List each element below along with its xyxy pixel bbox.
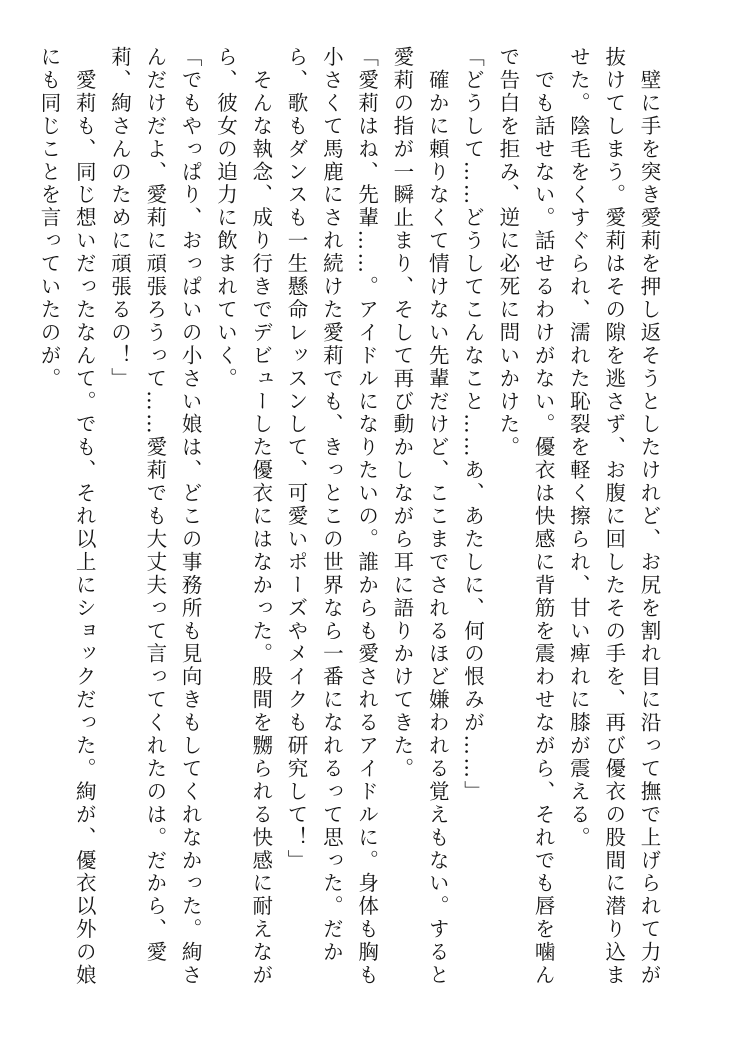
vertical-text-body [31, 46, 666, 1006]
paragraph-2: でも話せない。話せるわけがない。優衣は快感に背筋を震わせながら、それでも唇を噛んで告白を拒み、逆に必死に問いかけた。 [495, 46, 556, 987]
paragraph-1: 壁に手を突き愛莉を押し返そうとしたけれど、お尻を割れ目に沿って撫で上げられて力が抜けてしまう。愛莉はその隙を逃さず、お腹に回したその手を、再び優衣の股間に潜り込ませた。陰毛をくすぐられ、濡れた恥裂を軽く擦られ、甘い痺れに膝が震える。 [566, 46, 661, 987]
paragraph-5: 「愛莉はね、先輩……。アイドルになりたいの。誰からも愛されるアイドルに。身体も胸も小さくて馬鹿にされ続けた愛莉でも、きっとこの世界なら一番になれるって思った。だから、歌もダンスも一生懸命レッスンして、可愛いポーズやメイクも研究して！」 [284, 46, 379, 987]
paragraph-7: 「でもやっぱり、おっぱいの小さい娘は、どこの事務所も見向きもしてくれなかった。絢さんだけだよ、愛莉に頑張ろうって……愛莉でも大丈夫って言ってくれたのは。だから、愛莉、絢さんのために頑張るの！」 [107, 46, 203, 987]
paragraph-8: 愛莉も、同じ想いだったなんて。でも、それ以上にショックだった。絢が、優衣以外の娘にも同じことを言っていたのが。 [36, 46, 97, 987]
paragraph-3: 「どうして……どうしてこんなこと……あ、あたしに、何の恨みが……」 [460, 46, 485, 804]
paragraph-6: そんな執念、成り行きでデビューした優衣にはなかった。股間を嬲られる快感に耐えながら、彼女の迫力に飲まれていく。 [213, 46, 273, 987]
paragraph-4: 確かに頼りなくて情けない先輩だけど、ここまでされるほど嫌われる覚えもない。すると愛莉の指が一瞬止まり、そして再び動かしながら耳に語りかけてきた。 [389, 46, 450, 987]
